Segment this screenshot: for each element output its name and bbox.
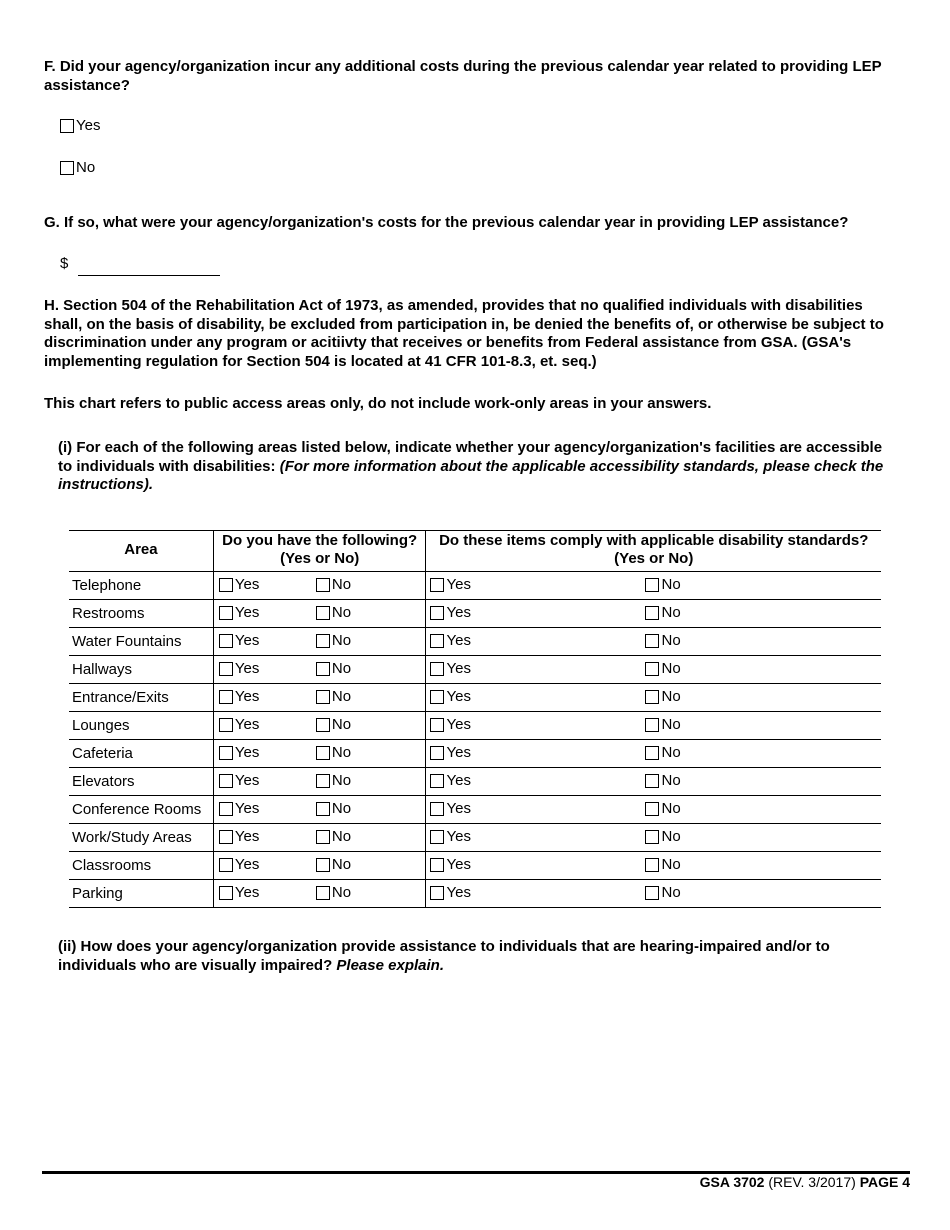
have-yes-checkbox[interactable]: [219, 858, 233, 872]
area-name: Parking: [69, 880, 213, 908]
have-yes-option[interactable]: [219, 690, 259, 704]
area-name: Conference Rooms: [69, 796, 213, 824]
comply-yes-label: Yes: [446, 856, 471, 873]
have-no-checkbox[interactable]: [316, 746, 330, 760]
area-name: Telephone: [69, 572, 213, 600]
comply-cell: [426, 824, 881, 852]
comply-no-checkbox[interactable]: [645, 858, 659, 872]
table-row: [69, 768, 881, 796]
header-have-line1: Do you have the following?: [222, 532, 418, 549]
have-yes-label: Yes: [234, 604, 260, 621]
have-no-label: No: [331, 744, 352, 761]
comply-yes-label: Yes: [446, 884, 471, 901]
currency-symbol: $: [60, 255, 69, 272]
comply-cell: [426, 572, 881, 600]
have-no-checkbox[interactable]: [316, 606, 330, 620]
footer-form-number: GSA 3702: [699, 1174, 765, 1190]
question-f-no-label: No: [76, 159, 96, 176]
have-no-checkbox[interactable]: [316, 718, 330, 732]
accessibility-table: [69, 530, 881, 908]
have-yes-option[interactable]: [219, 746, 259, 760]
comply-cell: [426, 768, 881, 796]
comply-no-label: No: [661, 604, 681, 621]
header-comply-line2: (Yes or No): [614, 550, 694, 567]
comply-no-label: No: [661, 744, 681, 761]
comply-no-option[interactable]: [645, 746, 680, 760]
have-yes-option[interactable]: [219, 718, 259, 732]
comply-no-checkbox[interactable]: [645, 634, 659, 648]
have-yes-label: Yes: [234, 828, 260, 845]
comply-cell: [426, 628, 881, 656]
question-f-yes-label: Yes: [76, 117, 101, 134]
question-f-yes-option[interactable]: [60, 117, 100, 134]
comply-yes-label: Yes: [446, 800, 471, 817]
table-row: [69, 572, 881, 600]
area-name: Elevators: [69, 768, 213, 796]
have-cell: [213, 824, 426, 852]
have-no-option[interactable]: [316, 858, 351, 872]
have-yes-label: Yes: [234, 772, 260, 789]
have-no-option[interactable]: [316, 830, 351, 844]
have-no-label: No: [331, 604, 352, 621]
question-f-yes-checkbox[interactable]: [60, 119, 74, 133]
comply-no-label: No: [661, 800, 681, 817]
comply-yes-label: Yes: [446, 632, 471, 649]
comply-yes-option[interactable]: [430, 802, 470, 816]
cost-amount-field[interactable]: [78, 259, 220, 276]
comply-yes-option[interactable]: [430, 690, 470, 704]
area-name: Restrooms: [69, 600, 213, 628]
have-yes-option[interactable]: [219, 802, 259, 816]
comply-no-option[interactable]: [645, 886, 680, 900]
have-no-checkbox[interactable]: [316, 886, 330, 900]
have-no-option[interactable]: [316, 746, 351, 760]
have-yes-label: Yes: [234, 744, 260, 761]
have-no-label: No: [331, 716, 352, 733]
have-yes-label: Yes: [234, 660, 260, 677]
question-ii-text: [58, 938, 888, 975]
have-no-label: No: [331, 772, 352, 789]
header-have-line2: (Yes or No): [280, 550, 360, 567]
comply-no-option[interactable]: [645, 774, 680, 788]
have-yes-checkbox[interactable]: [219, 578, 233, 592]
table-row: [69, 824, 881, 852]
table-row: [69, 740, 881, 768]
comply-yes-checkbox[interactable]: [430, 774, 444, 788]
comply-no-label: No: [661, 660, 681, 677]
comply-no-label: No: [661, 632, 681, 649]
table-row: [69, 600, 881, 628]
have-yes-checkbox[interactable]: [219, 774, 233, 788]
have-yes-checkbox[interactable]: [219, 830, 233, 844]
area-name: Water Fountains: [69, 628, 213, 656]
comply-yes-checkbox[interactable]: [430, 830, 444, 844]
table-row: [69, 628, 881, 656]
comply-yes-option[interactable]: [430, 718, 470, 732]
comply-yes-checkbox[interactable]: [430, 886, 444, 900]
comply-yes-option[interactable]: [430, 662, 470, 676]
have-yes-checkbox[interactable]: [219, 802, 233, 816]
have-yes-checkbox[interactable]: [219, 606, 233, 620]
comply-no-option[interactable]: [645, 830, 680, 844]
comply-no-checkbox[interactable]: [645, 718, 659, 732]
comply-yes-label: Yes: [446, 716, 471, 733]
area-name: Work/Study Areas: [69, 824, 213, 852]
header-comply: [426, 531, 881, 572]
header-area: Area: [69, 531, 213, 572]
have-yes-label: Yes: [234, 688, 260, 705]
area-name: Lounges: [69, 712, 213, 740]
comply-yes-label: Yes: [446, 660, 471, 677]
table-row: [69, 852, 881, 880]
have-yes-option[interactable]: [219, 634, 259, 648]
comply-yes-label: Yes: [446, 604, 471, 621]
footer-page: PAGE 4: [859, 1174, 910, 1190]
comply-yes-checkbox[interactable]: [430, 802, 444, 816]
have-no-option[interactable]: [316, 578, 351, 592]
have-no-checkbox[interactable]: [316, 634, 330, 648]
comply-yes-option[interactable]: [430, 886, 470, 900]
comply-yes-label: Yes: [446, 576, 471, 593]
comply-no-option[interactable]: [645, 606, 680, 620]
header-have: [213, 531, 426, 572]
have-yes-option[interactable]: [219, 886, 259, 900]
comply-no-label: No: [661, 716, 681, 733]
area-name: Hallways: [69, 656, 213, 684]
comply-no-option[interactable]: [645, 634, 680, 648]
have-cell: [213, 880, 426, 908]
have-yes-option[interactable]: [219, 578, 259, 592]
have-cell: [213, 600, 426, 628]
area-name: Classrooms: [69, 852, 213, 880]
comply-no-checkbox[interactable]: [645, 886, 659, 900]
comply-no-label: No: [661, 884, 681, 901]
comply-cell: [426, 880, 881, 908]
question-ii-italic: Please explain.: [336, 956, 444, 974]
have-cell: [213, 796, 426, 824]
comply-yes-option[interactable]: [430, 858, 470, 872]
have-no-label: No: [331, 576, 352, 593]
comply-no-label: No: [661, 828, 681, 845]
have-yes-option[interactable]: [219, 858, 259, 872]
comply-cell: [426, 852, 881, 880]
table-header-row: [69, 531, 881, 572]
have-cell: [213, 656, 426, 684]
have-cell: [213, 628, 426, 656]
have-yes-checkbox[interactable]: [219, 634, 233, 648]
table-row: [69, 796, 881, 824]
comply-yes-option[interactable]: [430, 578, 470, 592]
have-yes-option[interactable]: [219, 662, 259, 676]
have-no-label: No: [331, 828, 352, 845]
have-no-checkbox[interactable]: [316, 578, 330, 592]
have-yes-label: Yes: [234, 576, 260, 593]
comply-no-label: No: [661, 856, 681, 873]
area-name: Cafeteria: [69, 740, 213, 768]
comply-no-checkbox[interactable]: [645, 746, 659, 760]
comply-no-option[interactable]: [645, 662, 680, 676]
have-no-label: No: [331, 660, 352, 677]
have-no-label: No: [331, 800, 352, 817]
question-i-main: (i) For each of the following areas listed below, indicate whether your agency/organization's facilities are accessible to individuals with disabilities:: [58, 439, 883, 475]
question-g-text: G. If so, what were your agency/organization's costs for the previous calendar year in providing LEP assistance?: [44, 214, 849, 231]
have-no-label: No: [331, 884, 352, 901]
comply-no-checkbox[interactable]: [645, 662, 659, 676]
comply-yes-checkbox[interactable]: [430, 746, 444, 760]
have-no-option[interactable]: [316, 690, 351, 704]
comply-cell: [426, 600, 881, 628]
comply-yes-checkbox[interactable]: [430, 718, 444, 732]
have-no-checkbox[interactable]: [316, 690, 330, 704]
have-no-checkbox[interactable]: [316, 662, 330, 676]
comply-cell: [426, 712, 881, 740]
have-yes-checkbox[interactable]: [219, 746, 233, 760]
comply-yes-checkbox[interactable]: [430, 634, 444, 648]
header-comply-line1: Do these items comply with applicable disability standards?: [439, 532, 869, 549]
comply-yes-label: Yes: [446, 772, 471, 789]
have-yes-option[interactable]: [219, 774, 259, 788]
comply-no-option[interactable]: [645, 578, 680, 592]
question-f-text: F. Did your agency/organization incur any additional costs during the previous calendar year related to providing LEP assistance?: [44, 58, 882, 94]
have-cell: [213, 768, 426, 796]
comply-yes-label: Yes: [446, 744, 471, 761]
question-ii-main: (ii) How does your agency/organization provide assistance to individuals that are hearing-impaired and/or to individuals who are visually impaired?: [58, 938, 830, 974]
comply-cell: [426, 740, 881, 768]
have-yes-checkbox[interactable]: [219, 886, 233, 900]
comply-yes-option[interactable]: [430, 774, 470, 788]
comply-yes-checkbox[interactable]: [430, 858, 444, 872]
have-no-option[interactable]: [316, 662, 351, 676]
have-no-label: No: [331, 856, 352, 873]
comply-yes-option[interactable]: [430, 746, 470, 760]
comply-no-checkbox[interactable]: [645, 606, 659, 620]
table-row: [69, 684, 881, 712]
table-row: [69, 880, 881, 908]
have-no-checkbox[interactable]: [316, 830, 330, 844]
have-cell: [213, 684, 426, 712]
comply-yes-option[interactable]: [430, 606, 470, 620]
comply-yes-checkbox[interactable]: [430, 662, 444, 676]
have-yes-label: Yes: [234, 856, 260, 873]
have-no-option[interactable]: [316, 886, 351, 900]
comply-yes-label: Yes: [446, 828, 471, 845]
footer: [700, 1174, 910, 1190]
comply-no-option[interactable]: [645, 858, 680, 872]
chart-note: This chart refers to public access areas only, do not include work-only areas in your answers.: [44, 395, 712, 412]
have-cell: [213, 852, 426, 880]
comply-cell: [426, 684, 881, 712]
have-yes-label: Yes: [234, 716, 260, 733]
have-no-checkbox[interactable]: [316, 774, 330, 788]
comply-yes-checkbox[interactable]: [430, 690, 444, 704]
have-no-checkbox[interactable]: [316, 858, 330, 872]
have-cell: [213, 572, 426, 600]
have-yes-checkbox[interactable]: [219, 690, 233, 704]
comply-no-label: No: [661, 576, 681, 593]
comply-yes-checkbox[interactable]: [430, 578, 444, 592]
have-yes-label: Yes: [234, 884, 260, 901]
have-no-option[interactable]: [316, 718, 351, 732]
have-yes-checkbox[interactable]: [219, 662, 233, 676]
comply-no-option[interactable]: [645, 802, 680, 816]
comply-cell: [426, 656, 881, 684]
comply-yes-option[interactable]: [430, 634, 470, 648]
have-no-option[interactable]: [316, 634, 351, 648]
question-i-italic: (For more information about the applicable accessibility standards, please check the instructions).: [58, 457, 884, 493]
table-row: [69, 712, 881, 740]
comply-cell: [426, 796, 881, 824]
comply-yes-option[interactable]: [430, 830, 470, 844]
comply-yes-checkbox[interactable]: [430, 606, 444, 620]
question-h-text: H. Section 504 of the Rehabilitation Act of 1973, as amended, provides that no qualified individuals with disabilities shall, on the basis of disability, be excluded from participation in, be denied the benefits of, or otherwise be subject to discrimination under any program or acitiivty that receives or benefits from Federal assistance from GSA. (GSA's implementing regulation for Section 504 is located at 41 CFR 101-8.3, et. seq.): [44, 297, 884, 370]
comply-no-checkbox[interactable]: [645, 802, 659, 816]
have-cell: [213, 740, 426, 768]
table-row: [69, 656, 881, 684]
comply-no-label: No: [661, 772, 681, 789]
comply-no-option[interactable]: [645, 718, 680, 732]
comply-no-option[interactable]: [645, 690, 680, 704]
have-no-option[interactable]: [316, 606, 351, 620]
question-i-text: [58, 439, 888, 495]
have-no-checkbox[interactable]: [316, 802, 330, 816]
have-no-option[interactable]: [316, 774, 351, 788]
have-no-option[interactable]: [316, 802, 351, 816]
comply-no-checkbox[interactable]: [645, 690, 659, 704]
have-yes-label: Yes: [234, 632, 260, 649]
question-f-no-option[interactable]: [60, 159, 95, 176]
comply-no-checkbox[interactable]: [645, 578, 659, 592]
have-no-label: No: [331, 632, 352, 649]
comply-yes-label: Yes: [446, 688, 471, 705]
have-yes-option[interactable]: [219, 830, 259, 844]
comply-no-label: No: [661, 688, 681, 705]
have-yes-checkbox[interactable]: [219, 718, 233, 732]
have-no-label: No: [331, 688, 352, 705]
comply-no-checkbox[interactable]: [645, 774, 659, 788]
have-cell: [213, 712, 426, 740]
comply-no-checkbox[interactable]: [645, 830, 659, 844]
have-yes-label: Yes: [234, 800, 260, 817]
have-yes-option[interactable]: [219, 606, 259, 620]
footer-revision: (REV. 3/2017): [768, 1174, 856, 1190]
area-name: Entrance/Exits: [69, 684, 213, 712]
question-f-no-checkbox[interactable]: [60, 161, 74, 175]
